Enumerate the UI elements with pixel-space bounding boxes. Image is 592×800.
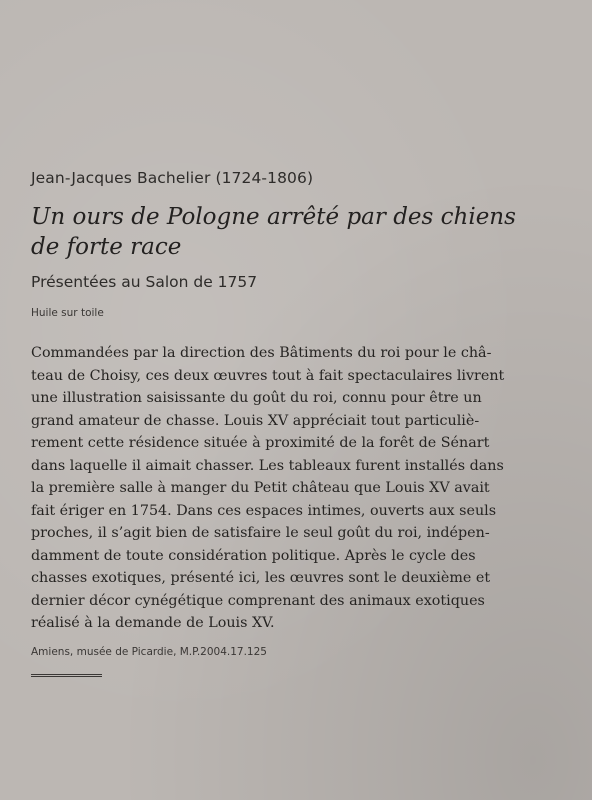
divider-rule	[31, 674, 102, 677]
description-line: une illustration saisissante du goût du roi, connu pour être un	[31, 390, 482, 406]
description-line: damment de toute considération politique. Après le cycle des	[31, 547, 476, 564]
exhibition-subtitle: Présentées au Salon de 1757	[31, 273, 258, 291]
artist-name: Jean-Jacques Bachelier (1724-1806)	[31, 169, 314, 187]
description-line: dans laquelle il aimait chasser. Les tableaux furent installés dans	[31, 457, 504, 474]
artwork-title-line: Un ours de Pologne arrêté par des chiens	[31, 204, 516, 230]
description-line: teau de Choisy, ces deux œuvres tout à fait spectaculaires livrent	[31, 367, 505, 384]
artwork-title-line: de forte race	[31, 234, 182, 260]
artwork-title	[31, 202, 551, 262]
description-line: dernier décor cynégétique comprenant des animaux exotiques	[31, 592, 485, 609]
description-line: fait ériger en 1754. Dans ces espaces intimes, ouverts aux seuls	[31, 502, 497, 519]
description-text	[31, 342, 551, 635]
description-line: chasses exotiques, présenté ici, les œuvres sont le deuxième et	[31, 570, 491, 586]
description-line: la première salle à manger du Petit château que Louis XV avait	[31, 480, 490, 496]
description-line: rement cette résidence située à proximité de la forêt de Sénart	[31, 435, 490, 451]
artwork-medium: Huile sur toile	[31, 307, 104, 319]
description-line: grand amateur de chasse. Louis XV appréciait tout particuliè-	[31, 412, 480, 429]
description-line: Commandées par la direction des Bâtiments du roi pour le châ-	[31, 345, 492, 361]
collection-credit: Amiens, musée de Picardie, M.P.2004.17.125	[31, 646, 267, 658]
description-line: réalisé à la demande de Louis XV.	[31, 615, 275, 631]
description-line: proches, il s’agit bien de satisfaire le seul goût du roi, indépen-	[31, 525, 490, 541]
